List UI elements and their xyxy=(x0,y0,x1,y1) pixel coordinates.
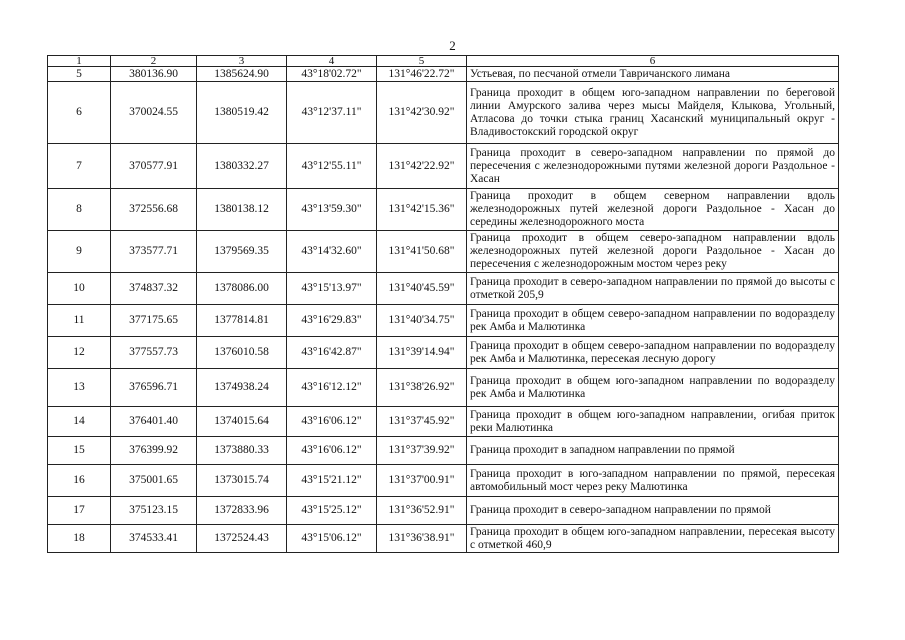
point-number: 14 xyxy=(48,407,111,437)
latitude: 43°15'25.12" xyxy=(287,497,377,525)
boundary-description: Граница проходит в общем северо-западном направлении по водоразделу рек Амба и Малютинка xyxy=(467,305,839,337)
point-number: 12 xyxy=(48,337,111,369)
header-row xyxy=(48,56,839,67)
coord-y: 1373880.33 xyxy=(197,437,287,465)
coord-y: 1372524.43 xyxy=(197,525,287,553)
coord-x: 376401.40 xyxy=(111,407,197,437)
col-header-1: 1 xyxy=(48,56,111,67)
point-number: 10 xyxy=(48,273,111,305)
coord-y: 1374938.24 xyxy=(197,369,287,407)
point-number: 9 xyxy=(48,231,111,273)
boundary-description: Граница проходит в северо-западном направлении по прямой xyxy=(467,497,839,525)
table-row xyxy=(48,231,839,273)
longitude: 131°40'45.59" xyxy=(377,273,467,305)
table-row xyxy=(48,67,839,82)
table-row xyxy=(48,525,839,553)
coord-x: 373577.71 xyxy=(111,231,197,273)
table-row xyxy=(48,437,839,465)
longitude: 131°40'34.75" xyxy=(377,305,467,337)
boundary-description: Устьевая, по песчаной отмели Тавричанского лимана xyxy=(467,67,839,82)
latitude: 43°18'02.72" xyxy=(287,67,377,82)
point-number: 6 xyxy=(48,82,111,144)
latitude: 43°16'42.87" xyxy=(287,337,377,369)
point-number: 15 xyxy=(48,437,111,465)
longitude: 131°36'38.91" xyxy=(377,525,467,553)
point-number: 18 xyxy=(48,525,111,553)
coord-y: 1380519.42 xyxy=(197,82,287,144)
coord-y: 1379569.35 xyxy=(197,231,287,273)
boundary-description: Граница проходит в общем северо-западном направлении вдоль железнодорожных путей железной дороги Раздольное - Хасан до пересечения с железнодорожным мостом через реку xyxy=(467,231,839,273)
longitude: 131°37'39.92" xyxy=(377,437,467,465)
table-row xyxy=(48,407,839,437)
coord-x: 375001.65 xyxy=(111,465,197,497)
point-number: 7 xyxy=(48,144,111,189)
longitude: 131°39'14.94" xyxy=(377,337,467,369)
coord-y: 1385624.90 xyxy=(197,67,287,82)
latitude: 43°15'21.12" xyxy=(287,465,377,497)
longitude: 131°37'45.92" xyxy=(377,407,467,437)
col-header-2: 2 xyxy=(111,56,197,67)
point-number: 11 xyxy=(48,305,111,337)
coord-x: 375123.15 xyxy=(111,497,197,525)
latitude: 43°16'06.12" xyxy=(287,437,377,465)
point-number: 16 xyxy=(48,465,111,497)
longitude: 131°36'52.91" xyxy=(377,497,467,525)
coord-y: 1377814.81 xyxy=(197,305,287,337)
latitude: 43°12'55.11" xyxy=(287,144,377,189)
latitude: 43°16'12.12" xyxy=(287,369,377,407)
latitude: 43°15'06.12" xyxy=(287,525,377,553)
coord-x: 377175.65 xyxy=(111,305,197,337)
longitude: 131°42'30.92" xyxy=(377,82,467,144)
col-header-4: 4 xyxy=(287,56,377,67)
coord-y: 1374015.64 xyxy=(197,407,287,437)
point-number: 5 xyxy=(48,67,111,82)
coord-x: 376596.71 xyxy=(111,369,197,407)
table-row xyxy=(48,273,839,305)
point-number: 8 xyxy=(48,189,111,231)
boundary-description: Граница проходит в общем северном направлении вдоль железнодорожных путей железной дороги Раздольное - Хасан до середины железнодорожного моста xyxy=(467,189,839,231)
boundary-description: Граница проходит в общем юго-западном направлении, огибая приток реки Малютинка xyxy=(467,407,839,437)
coord-x: 372556.68 xyxy=(111,189,197,231)
point-number: 13 xyxy=(48,369,111,407)
boundary-description: Граница проходит в северо-западном направлении по прямой до пересечения с железнодорожными путями железной дороги Раздольное - Хасан xyxy=(467,144,839,189)
table-row xyxy=(48,465,839,497)
boundary-description: Граница проходит в общем юго-западном направлении по водоразделу рек Амба и Малютинка xyxy=(467,369,839,407)
coord-y: 1376010.58 xyxy=(197,337,287,369)
table-row xyxy=(48,144,839,189)
col-header-6: 6 xyxy=(467,56,839,67)
table-row xyxy=(48,189,839,231)
latitude: 43°12'37.11" xyxy=(287,82,377,144)
boundary-description: Граница проходит в северо-западном направлении по прямой до высоты с отметкой 205,9 xyxy=(467,273,839,305)
coord-y: 1372833.96 xyxy=(197,497,287,525)
table-row xyxy=(48,82,839,144)
coord-x: 374837.32 xyxy=(111,273,197,305)
longitude: 131°41'50.68" xyxy=(377,231,467,273)
boundary-description: Граница проходит в общем северо-западном направлении по водоразделу рек Амба и Малютинка, пересекая лесную дорогу xyxy=(467,337,839,369)
page-number: 2 xyxy=(449,38,456,53)
table-row xyxy=(48,497,839,525)
coord-y: 1380332.27 xyxy=(197,144,287,189)
col-header-5: 5 xyxy=(377,56,467,67)
longitude: 131°37'00.91" xyxy=(377,465,467,497)
longitude: 131°38'26.92" xyxy=(377,369,467,407)
coord-x: 380136.90 xyxy=(111,67,197,82)
boundary-description: Граница проходит в общем юго-западном направлении, пересекая высоту с отметкой 460,9 xyxy=(467,525,839,553)
coord-x: 370024.55 xyxy=(111,82,197,144)
latitude: 43°16'06.12" xyxy=(287,407,377,437)
coord-x: 376399.92 xyxy=(111,437,197,465)
coord-y: 1373015.74 xyxy=(197,465,287,497)
longitude: 131°42'22.92" xyxy=(377,144,467,189)
latitude: 43°15'13.97" xyxy=(287,273,377,305)
boundary-description: Граница проходит в общем юго-западном направлении по береговой линии Амурского залива через мысы Майделя, Клыкова, Угольный, Атласова до точки стыка границ Хасанский муниципальный округ - Владивостокский городской округ xyxy=(467,82,839,144)
boundary-description: Граница проходит в западном направлении по прямой xyxy=(467,437,839,465)
table-row xyxy=(48,337,839,369)
longitude: 131°46'22.72" xyxy=(377,67,467,82)
point-number: 17 xyxy=(48,497,111,525)
table-row xyxy=(48,369,839,407)
coord-x: 377557.73 xyxy=(111,337,197,369)
boundary-points-table xyxy=(47,55,839,553)
coord-x: 374533.41 xyxy=(111,525,197,553)
latitude: 43°16'29.83" xyxy=(287,305,377,337)
coord-y: 1380138.12 xyxy=(197,189,287,231)
coord-y: 1378086.00 xyxy=(197,273,287,305)
latitude: 43°14'32.60" xyxy=(287,231,377,273)
longitude: 131°42'15.36" xyxy=(377,189,467,231)
coord-x: 370577.91 xyxy=(111,144,197,189)
boundary-description: Граница проходит в юго-западном направлении по прямой, пересекая автомобильный мост через реку Малютинка xyxy=(467,465,839,497)
table-row xyxy=(48,305,839,337)
col-header-3: 3 xyxy=(197,56,287,67)
latitude: 43°13'59.30" xyxy=(287,189,377,231)
